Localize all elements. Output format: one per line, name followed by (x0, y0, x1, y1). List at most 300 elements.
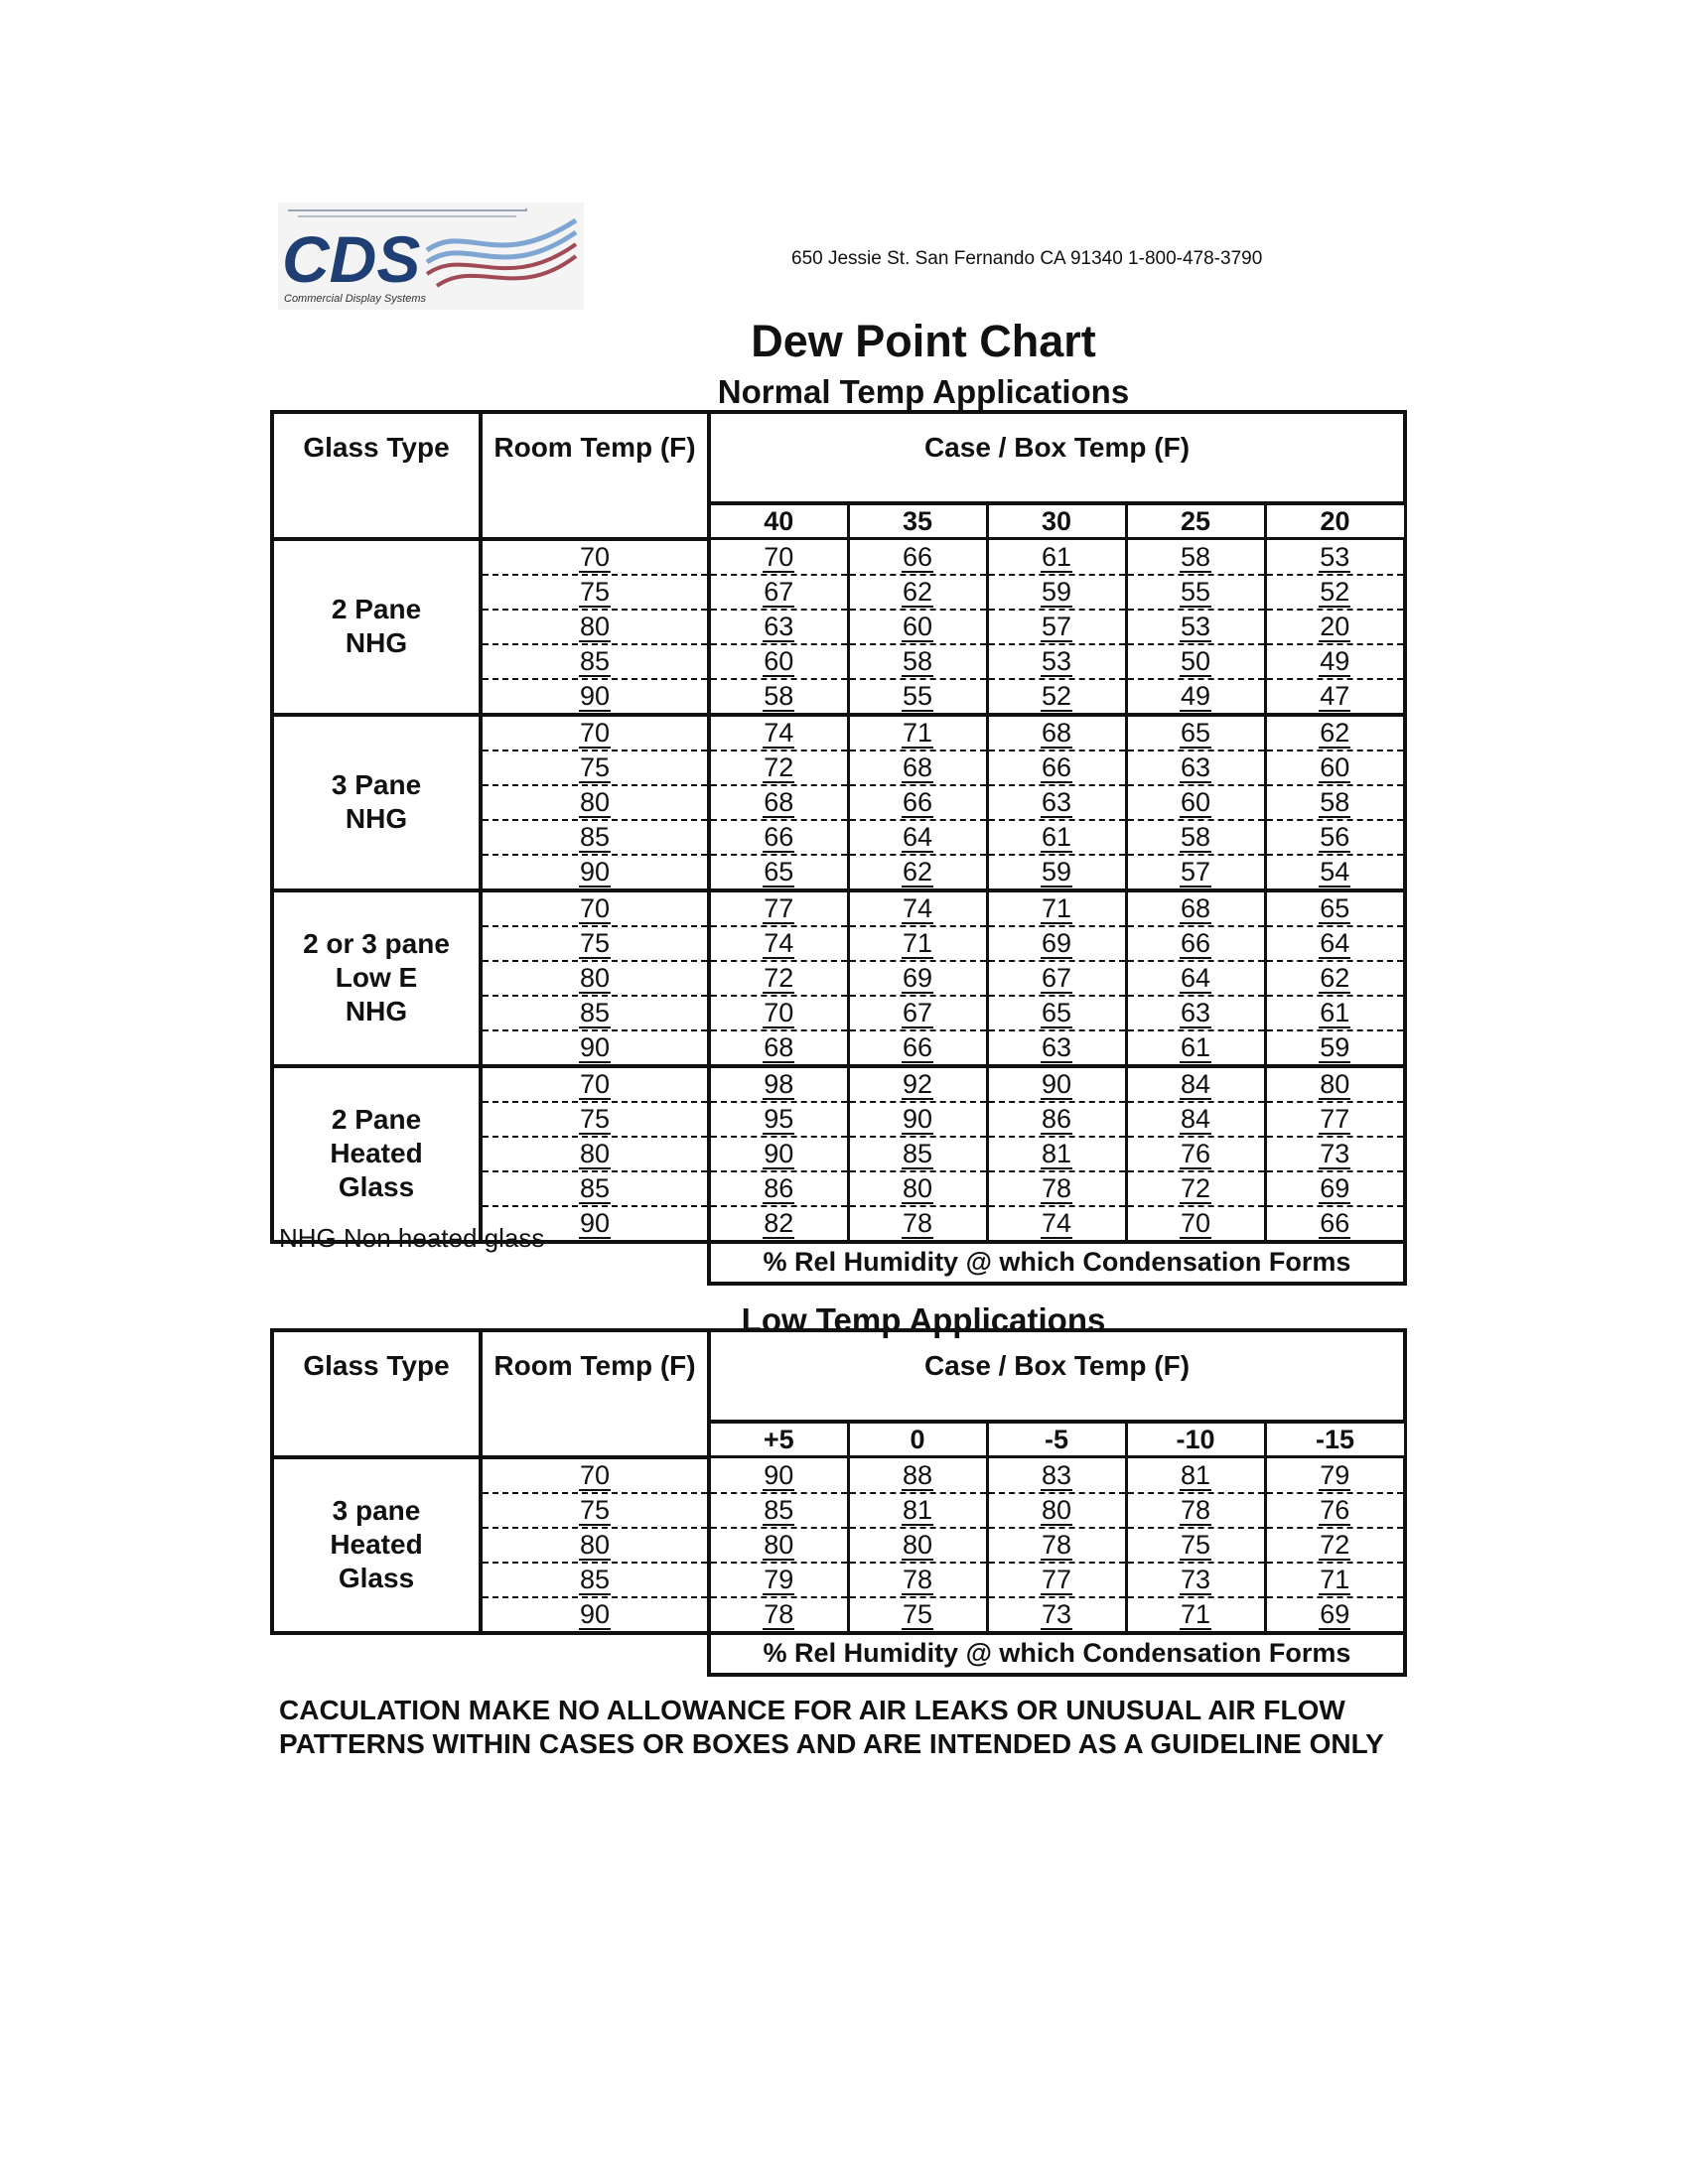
disclaimer-line-1: CACULATION MAKE NO ALLOWANCE FOR AIR LEAKS OR UNUSUAL AIR FLOW (279, 1695, 1345, 1725)
humidity-value: 66 (902, 1031, 933, 1062)
case-box-temp-header: Case / Box Temp (F) (709, 412, 1405, 503)
humidity-value: 72 (1320, 1529, 1350, 1560)
low-temp-table (270, 1328, 1407, 1677)
humidity-cell (848, 610, 987, 644)
humidity-cell (848, 679, 987, 715)
humidity-cell (987, 679, 1126, 715)
humidity-value: 61 (1041, 541, 1072, 572)
humidity-cell (1126, 715, 1265, 751)
humidity-value: 58 (1320, 786, 1350, 817)
glass-type-cell (272, 1066, 481, 1242)
humidity-cell (848, 1493, 987, 1528)
glass-type-label: NHG (345, 803, 408, 834)
humidity-cell (1126, 785, 1265, 820)
case-temp-column-header: +5 (709, 1422, 848, 1457)
humidity-value: 58 (902, 645, 933, 676)
humidity-cell (987, 715, 1126, 751)
humidity-cell (848, 926, 987, 961)
humidity-value: 95 (764, 1103, 794, 1134)
humidity-value: 60 (1180, 786, 1211, 817)
room-temp-value: 75 (579, 927, 611, 958)
humidity-cell (848, 1066, 987, 1102)
humidity-cell (709, 926, 848, 961)
humidity-cell (848, 1206, 987, 1242)
case-temp-column-header: 30 (987, 503, 1126, 539)
humidity-cell (1265, 1597, 1405, 1633)
humidity-value: 75 (902, 1598, 933, 1629)
room-temp-value: 90 (579, 856, 611, 887)
room-temp-value: 90 (579, 1207, 611, 1238)
humidity-value: 20 (1320, 611, 1350, 641)
humidity-value: 64 (902, 821, 933, 852)
humidity-value: 64 (1320, 927, 1350, 958)
glass-type-header: Glass Type (272, 412, 481, 539)
room-temp-cell (481, 575, 709, 610)
table-row (272, 1066, 1405, 1102)
case-temp-column-header: 40 (709, 503, 848, 539)
room-temp-cell (481, 1563, 709, 1597)
humidity-value: 57 (1041, 611, 1072, 641)
humidity-cell (1126, 1493, 1265, 1528)
humidity-cell (709, 1528, 848, 1563)
humidity-cell (987, 926, 1126, 961)
humidity-value: 90 (764, 1459, 794, 1490)
case-temp-column-header: 35 (848, 503, 987, 539)
logo-tagline: Commercial Display Systems (284, 293, 427, 305)
humidity-value: 70 (764, 541, 794, 572)
humidity-value: 63 (1041, 1031, 1072, 1062)
humidity-value: 86 (764, 1172, 794, 1203)
humidity-cell (1265, 1563, 1405, 1597)
glass-type-label: 2 Pane (331, 594, 422, 624)
humidity-cell (1126, 820, 1265, 855)
humidity-cell (1126, 1528, 1265, 1563)
glass-type-cell (272, 890, 481, 1066)
glass-type-label: Heated (330, 1529, 423, 1560)
humidity-cell (848, 820, 987, 855)
humidity-cell (709, 890, 848, 926)
table-row (272, 539, 1405, 575)
room-temp-cell (481, 679, 709, 715)
humidity-cell (1265, 785, 1405, 820)
case-temp-column-header: 25 (1126, 503, 1265, 539)
humidity-value: 71 (902, 717, 933, 748)
humidity-value: 66 (764, 821, 794, 852)
humidity-value: 85 (764, 1494, 794, 1525)
glass-type-label: 3 pane (332, 1495, 421, 1526)
room-temp-value: 75 (579, 576, 611, 607)
humidity-value: 78 (1041, 1529, 1072, 1560)
room-temp-cell (481, 1066, 709, 1102)
humidity-value: 76 (1180, 1138, 1211, 1168)
humidity-value: 58 (1180, 821, 1211, 852)
humidity-cell (848, 961, 987, 996)
humidity-value: 73 (1041, 1598, 1072, 1629)
humidity-cell (709, 1563, 848, 1597)
humidity-cell (848, 751, 987, 785)
disclaimer (279, 1694, 1384, 1761)
humidity-value: 90 (764, 1138, 794, 1168)
humidity-value: 62 (1320, 962, 1350, 993)
humidity-value: 63 (764, 611, 794, 641)
room-temp-cell (481, 855, 709, 890)
humidity-cell (1126, 890, 1265, 926)
humidity-value: 62 (1320, 717, 1350, 748)
humidity-value: 76 (1320, 1494, 1350, 1525)
humidity-cell (709, 820, 848, 855)
glass-type-label: Heated (330, 1138, 423, 1168)
cds-logo (278, 203, 584, 310)
humidity-value: 78 (1041, 1172, 1072, 1203)
humidity-cell (1126, 610, 1265, 644)
humidity-value: 68 (1041, 717, 1072, 748)
glass-type-cell (272, 715, 481, 890)
humidity-cell (987, 961, 1126, 996)
humidity-value: 62 (902, 576, 933, 607)
humidity-value: 80 (902, 1172, 933, 1203)
humidity-value: 81 (902, 1494, 933, 1525)
humidity-cell (1126, 1171, 1265, 1206)
humidity-value: 52 (1320, 576, 1350, 607)
humidity-cell (1265, 926, 1405, 961)
humidity-value: 52 (1041, 680, 1072, 711)
humidity-value: 65 (764, 856, 794, 887)
humidity-cell (848, 644, 987, 679)
humidity-value: 77 (764, 892, 794, 923)
humidity-value: 67 (764, 576, 794, 607)
humidity-cell (987, 1493, 1126, 1528)
glass-type-cell (272, 539, 481, 715)
humidity-cell (1265, 610, 1405, 644)
room-temp-cell (481, 644, 709, 679)
room-temp-cell (481, 890, 709, 926)
humidity-cell (848, 1563, 987, 1597)
humidity-cell (848, 1597, 987, 1633)
room-temp-cell (481, 1457, 709, 1493)
humidity-value: 68 (764, 1031, 794, 1062)
humidity-value: 84 (1180, 1103, 1211, 1134)
humidity-value: 66 (902, 786, 933, 817)
humidity-cell (987, 1171, 1126, 1206)
room-temp-cell (481, 539, 709, 575)
humidity-value: 62 (902, 856, 933, 887)
glass-type-label: 2 or 3 pane (303, 928, 450, 959)
humidity-value: 86 (1041, 1103, 1072, 1134)
case-temp-column-header: 20 (1265, 503, 1405, 539)
humidity-value: 49 (1320, 645, 1350, 676)
room-temp-value: 80 (579, 611, 611, 641)
humidity-cell (1265, 1206, 1405, 1242)
room-temp-cell (481, 1102, 709, 1137)
humidity-value: 78 (902, 1564, 933, 1594)
glass-type-cell (272, 1457, 481, 1633)
humidity-cell (1126, 1597, 1265, 1633)
room-temp-value: 80 (579, 786, 611, 817)
room-temp-value: 70 (579, 892, 611, 923)
humidity-value: 75 (1180, 1529, 1211, 1560)
humidity-value: 55 (902, 680, 933, 711)
humidity-value: 68 (1180, 892, 1211, 923)
humidity-cell (848, 1528, 987, 1563)
humidity-value: 79 (764, 1564, 794, 1594)
humidity-cell (709, 575, 848, 610)
humidity-cell (987, 610, 1126, 644)
humidity-cell (1265, 1528, 1405, 1563)
humidity-value: 58 (764, 680, 794, 711)
humidity-cell (709, 1137, 848, 1171)
room-temp-cell (481, 820, 709, 855)
humidity-value: 71 (902, 927, 933, 958)
humidity-value: 71 (1320, 1564, 1350, 1594)
humidity-cell (987, 1102, 1126, 1137)
humidity-cell (987, 855, 1126, 890)
humidity-cell (709, 1030, 848, 1066)
humidity-cell (1265, 715, 1405, 751)
humidity-cell (709, 751, 848, 785)
humidity-value: 90 (1041, 1068, 1072, 1099)
humidity-value: 73 (1180, 1564, 1211, 1594)
humidity-cell (1265, 539, 1405, 575)
humidity-cell (709, 785, 848, 820)
humidity-cell (987, 1457, 1126, 1493)
humidity-cell (848, 539, 987, 575)
humidity-cell (987, 1030, 1126, 1066)
room-temp-cell (481, 785, 709, 820)
normal-temp-title: Normal Temp Applications (717, 373, 1130, 410)
room-temp-cell (481, 1171, 709, 1206)
humidity-value: 65 (1180, 717, 1211, 748)
humidity-cell (848, 890, 987, 926)
humidity-cell (987, 1066, 1126, 1102)
humidity-cell (987, 1563, 1126, 1597)
humidity-value: 74 (764, 927, 794, 958)
room-temp-value: 80 (579, 1529, 611, 1560)
humidity-value: 67 (902, 997, 933, 1027)
room-temp-value: 85 (579, 821, 611, 852)
humidity-cell (1126, 751, 1265, 785)
humidity-value: 81 (1041, 1138, 1072, 1168)
humidity-cell (1265, 1066, 1405, 1102)
humidity-value: 67 (1041, 962, 1072, 993)
table-row (272, 1457, 1405, 1493)
humidity-value: 49 (1180, 680, 1211, 711)
humidity-cell (709, 1102, 848, 1137)
humidity-cell (1126, 1102, 1265, 1137)
humidity-value: 79 (1320, 1459, 1350, 1490)
humidity-cell (1265, 1457, 1405, 1493)
humidity-value: 61 (1320, 997, 1350, 1027)
glass-type-label: NHG (345, 627, 408, 658)
humidity-cell (1265, 751, 1405, 785)
humidity-cell (1265, 820, 1405, 855)
humidity-cell (987, 1528, 1126, 1563)
humidity-cell (848, 1137, 987, 1171)
humidity-value: 66 (1041, 751, 1072, 782)
glass-type-label: NHG (345, 996, 408, 1026)
table-row (272, 715, 1405, 751)
humidity-value: 59 (1041, 856, 1072, 887)
room-temp-cell (481, 926, 709, 961)
humidity-value: 68 (764, 786, 794, 817)
humidity-cell (1126, 1563, 1265, 1597)
humidity-value: 80 (1041, 1494, 1072, 1525)
humidity-cell (709, 996, 848, 1030)
case-temp-column-header: -15 (1265, 1422, 1405, 1457)
humidity-value: 66 (902, 541, 933, 572)
glass-type-label: 3 Pane (331, 769, 422, 800)
humidity-value: 60 (764, 645, 794, 676)
humidity-cell (848, 785, 987, 820)
humidity-value: 78 (1180, 1494, 1211, 1525)
room-temp-cell (481, 1528, 709, 1563)
humidity-cell (709, 539, 848, 575)
humidity-cell (987, 890, 1126, 926)
disclaimer-line-2: PATTERNS WITHIN CASES OR BOXES AND ARE INTENDED AS A GUIDELINE ONLY (279, 1728, 1384, 1759)
glass-type-label: Glass (338, 1563, 415, 1593)
case-temp-column-header: -5 (987, 1422, 1126, 1457)
humidity-value: 47 (1320, 680, 1350, 711)
humidity-footnote: % Rel Humidity @ which Condensation Forms (709, 1633, 1405, 1675)
humidity-value: 54 (1320, 856, 1350, 887)
humidity-value: 84 (1180, 1068, 1211, 1099)
room-temp-value: 70 (579, 541, 611, 572)
humidity-value: 92 (902, 1068, 933, 1099)
low-temp-title: Low Temp Applications (741, 1301, 1106, 1338)
room-temp-value: 80 (579, 962, 611, 993)
humidity-cell (709, 644, 848, 679)
humidity-value: 74 (764, 717, 794, 748)
room-temp-value: 75 (579, 751, 611, 782)
humidity-value: 68 (902, 751, 933, 782)
room-temp-cell (481, 1597, 709, 1633)
humidity-cell (987, 820, 1126, 855)
humidity-value: 70 (764, 997, 794, 1027)
humidity-cell (709, 1493, 848, 1528)
humidity-value: 78 (902, 1207, 933, 1238)
humidity-cell (1265, 1493, 1405, 1528)
humidity-cell (1265, 575, 1405, 610)
humidity-cell (848, 1102, 987, 1137)
logo-wordmark: CDS (282, 222, 421, 296)
room-temp-value: 90 (579, 1598, 611, 1629)
humidity-cell (1126, 961, 1265, 996)
humidity-value: 63 (1180, 997, 1211, 1027)
room-temp-cell (481, 715, 709, 751)
room-temp-value: 90 (579, 1031, 611, 1062)
humidity-value: 53 (1320, 541, 1350, 572)
humidity-value: 63 (1180, 751, 1211, 782)
humidity-value: 57 (1180, 856, 1211, 887)
normal-temp-table (270, 410, 1407, 1286)
humidity-value: 59 (1041, 576, 1072, 607)
humidity-value: 58 (1180, 541, 1211, 572)
humidity-cell (987, 539, 1126, 575)
humidity-value: 69 (1041, 927, 1072, 958)
humidity-cell (1126, 926, 1265, 961)
humidity-value: 63 (1041, 786, 1072, 817)
humidity-value: 71 (1180, 1598, 1211, 1629)
table-row (272, 890, 1405, 926)
humidity-cell (987, 1137, 1126, 1171)
room-temp-value: 70 (579, 717, 611, 748)
glass-type-label: 2 Pane (331, 1104, 422, 1135)
humidity-cell (1265, 1030, 1405, 1066)
case-box-temp-header: Case / Box Temp (F) (709, 1330, 1405, 1422)
humidity-cell (1265, 644, 1405, 679)
humidity-value: 77 (1320, 1103, 1350, 1134)
humidity-value: 70 (1180, 1207, 1211, 1238)
room-temp-header: Room Temp (F) (481, 1330, 709, 1457)
humidity-cell (1126, 679, 1265, 715)
humidity-cell (1126, 575, 1265, 610)
room-temp-cell (481, 996, 709, 1030)
humidity-value: 56 (1320, 821, 1350, 852)
humidity-cell (1126, 1206, 1265, 1242)
glass-type-label: Glass (338, 1171, 415, 1202)
humidity-value: 74 (1041, 1207, 1072, 1238)
room-temp-cell (481, 1493, 709, 1528)
humidity-cell (848, 1171, 987, 1206)
humidity-cell (709, 1066, 848, 1102)
humidity-cell (987, 1206, 1126, 1242)
humidity-value: 74 (902, 892, 933, 923)
humidity-cell (848, 996, 987, 1030)
nhg-note: NHG Non heated glass (279, 1223, 545, 1253)
humidity-cell (848, 575, 987, 610)
humidity-cell (1126, 1030, 1265, 1066)
room-temp-value: 70 (579, 1068, 611, 1099)
room-temp-value: 85 (579, 997, 611, 1027)
humidity-value: 88 (902, 1459, 933, 1490)
humidity-value: 69 (1320, 1598, 1350, 1629)
humidity-value: 78 (764, 1598, 794, 1629)
room-temp-cell (481, 1030, 709, 1066)
humidity-cell (1126, 855, 1265, 890)
humidity-cell (1126, 996, 1265, 1030)
humidity-cell (1265, 679, 1405, 715)
humidity-value: 64 (1180, 962, 1211, 993)
humidity-cell (848, 855, 987, 890)
humidity-value: 69 (1320, 1172, 1350, 1203)
glass-type-label: Low E (335, 962, 418, 993)
room-temp-value: 90 (579, 680, 611, 711)
humidity-value: 81 (1180, 1459, 1211, 1490)
humidity-cell (1126, 1457, 1265, 1493)
humidity-cell (987, 575, 1126, 610)
room-temp-cell (481, 610, 709, 644)
humidity-cell (1265, 1102, 1405, 1137)
humidity-cell (1126, 644, 1265, 679)
humidity-value: 98 (764, 1068, 794, 1099)
room-temp-value: 75 (579, 1494, 611, 1525)
page-title: Dew Point Chart (751, 316, 1096, 366)
humidity-value: 72 (764, 751, 794, 782)
humidity-value: 73 (1320, 1138, 1350, 1168)
humidity-cell (709, 715, 848, 751)
humidity-value: 60 (1320, 751, 1350, 782)
humidity-cell (709, 1457, 848, 1493)
humidity-value: 80 (1320, 1068, 1350, 1099)
humidity-value: 50 (1180, 645, 1211, 676)
humidity-cell (709, 1597, 848, 1633)
humidity-cell (987, 996, 1126, 1030)
humidity-cell (1265, 996, 1405, 1030)
humidity-value: 65 (1041, 997, 1072, 1027)
humidity-cell (848, 715, 987, 751)
humidity-value: 80 (764, 1529, 794, 1560)
humidity-cell (1126, 1066, 1265, 1102)
room-temp-value: 85 (579, 645, 611, 676)
